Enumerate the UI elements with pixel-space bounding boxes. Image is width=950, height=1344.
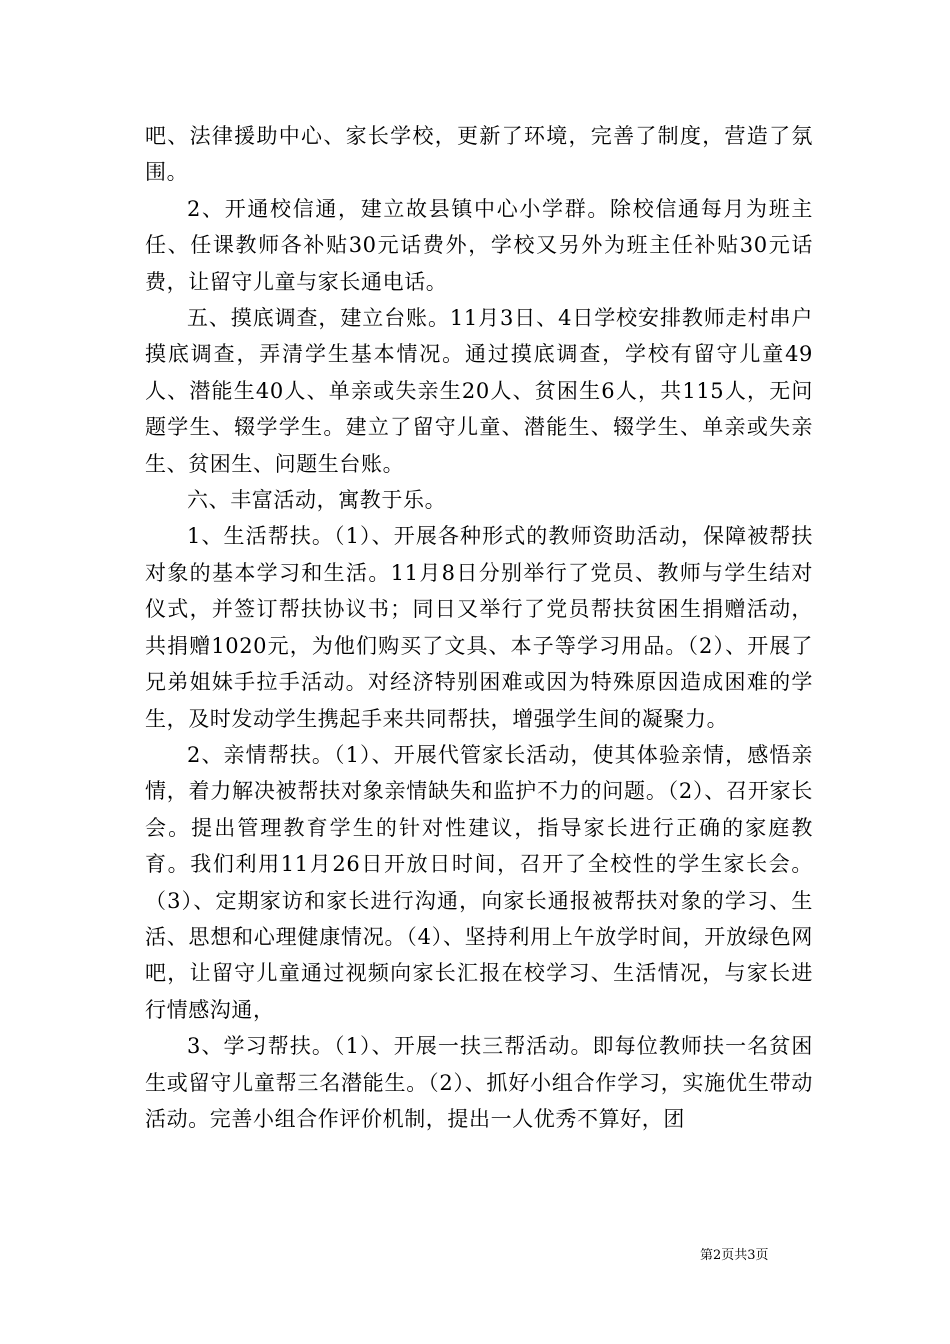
body-text	[145, 118, 813, 1137]
paragraph-7: 3、学习帮扶。（1）、开展一扶三帮活动。即每位教师扶一名贫困生或留守儿童帮三名潜能生。（2）、抓好小组合作学习，实施优生带动活动。完善小组合作评价机制，提出一人优秀不算好，团	[145, 1034, 813, 1131]
paragraph-5: 1、生活帮扶。（1）、开展各种形式的教师资助活动，保障被帮扶对象的基本学习和生活。11月8日分别举行了党员、教师与学生结对仪式，并签订帮扶协议书；同日又举行了党员帮扶贫困生捐赠活动，共捐赠1020元，为他们购买了文具、本子等学习用品。（2）、开展了兄弟姐妹手拉手活动。对经济特别困难或因为特殊原因造成困难的学生，及时发动学生携起手来共同帮扶，增强学生间的凝聚力。	[145, 524, 813, 731]
paragraph-4: 六、丰富活动，寓教于乐。	[187, 488, 447, 513]
paragraph-1: 吧、法律援助中心、家长学校，更新了环境，完善了制度，营造了氛围。	[145, 124, 813, 185]
paragraph-2: 2、开通校信通，建立故县镇中心小学群。除校信通每月为班主任、任课教师各补贴30元话费外，学校又另外为班主任补贴30元话费，让留守儿童与家长通电话。	[145, 196, 813, 294]
page-number-footer: 第2页共3页	[700, 1248, 769, 1263]
paragraph-6: 2、亲情帮扶。（1）、开展代管家长活动，使其体验亲情，感悟亲情，着力解决被帮扶对象亲情缺失和监护不力的问题。（2）、召开家长会。提出管理教育学生的针对性建议，指导家长进行正确的家庭教育。我们利用11月26日开放日时间，召开了全校性的学生家长会。（3）、定期家访和家长进行沟通，向家长通报被帮扶对象的学习、生活、思想和心理健康情况。（4）、坚持利用上午放学时间，开放绿色网吧，让留守儿童通过视频向家长汇报在校学习、生活情况，与家长进行情感沟通，	[145, 742, 813, 1022]
paragraph-3: 五、摸底调查，建立台账。11月3日、4日学校安排教师走村串户摸底调查，弄清学生基本情况。通过摸底调查，学校有留守儿童49人、潜能生40人、单亲或失亲生20人、贫困生6人，共115人，无问题学生、辍学学生。建立了留守儿童、潜能生、辍学生、单亲或失亲生、贫困生、问题生台账。	[145, 306, 813, 476]
